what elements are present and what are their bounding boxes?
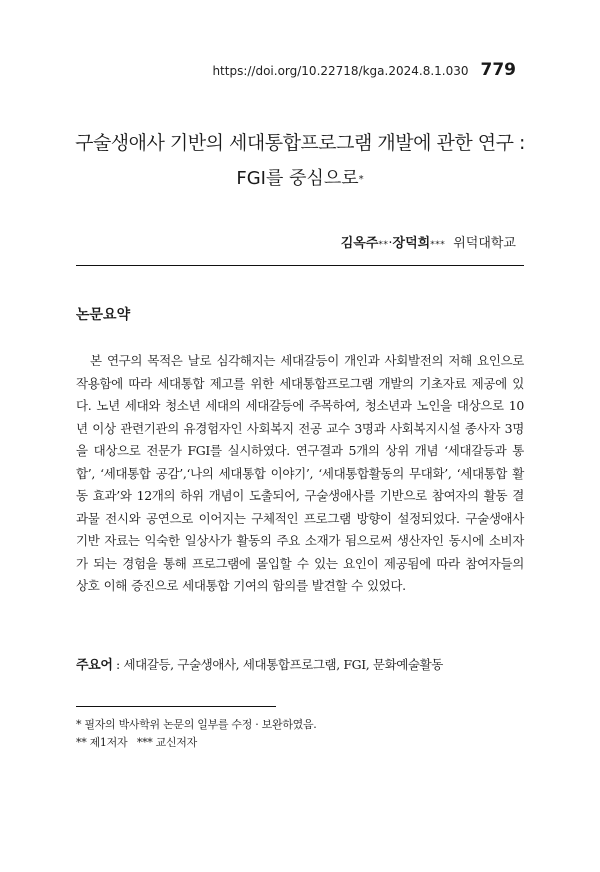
abstract-body: 본 연구의 목적은 날로 심각해지는 세대갈등이 개인과 사회발전의 저해 요인으로 작용함에 따라 세대통합 제고를 위한 세대통합프로그램 개발의 기초자료 제공에 있다. 노년 세대와 청소년 세대의 세대갈등에 주목하여, 청소년과 노인을 대상으로 10년 이상 관련기관의 유경험자인 사회복지 전공 교수 3명과 사회복지시설 종사자 3명을 대상으로 전문가 FGI를 실시하였다. 연구결과 5개의 상위 개념 ‘세대갈등과 통합’, ‘세대통합 공감’,‘나의 세대통합 이야기’, ‘세대통합활동의 무대화’, ‘세대통합 활동 효과’와 12개의 하위 개념이 도출되어, 구술생애사를 기반으로 참여자의 활동 결과물 전시와 공연으로 이어지는 구체적인 프로그램 방향이 설정되었다. 구술생애사 기반 자료는 익숙한 일상사가 활동의 주요 소재가 됨으로써 생산자인 동시에 소비자가 되는 경험을 통해 프로그램에 몰입할 수 있는 요인이 제공됨에 따라 참여자들의 상호 이해 증진으로 세대통합 기여의 함의를 발견할 수 있었다. xyxy=(76,353,524,593)
doi-link[interactable]: https://doi.org/10.22718/kga.2024.8.1.030 xyxy=(212,64,469,78)
title-footnote-mark: * xyxy=(358,174,364,185)
keywords-label: 주요어 xyxy=(76,658,113,673)
keywords-terms: 세대갈등, 구술생애사, 세대통합프로그램, FGI, 문화예술활동 xyxy=(123,657,443,672)
author-2: 장덕희 xyxy=(392,236,431,251)
header-divider xyxy=(76,265,524,266)
affiliation: 위덕대학교 xyxy=(453,236,516,251)
footnote-1: * 필자의 박사학위 논문의 일부를 수정 · 보완하였음. xyxy=(76,718,317,731)
title-main: 구술생애사 기반의 세대통합프로그램 개발에 관한 연구 : xyxy=(75,132,525,154)
author-line xyxy=(341,232,516,251)
abstract-heading: 논문요약 xyxy=(76,307,131,323)
footnotes xyxy=(76,716,516,752)
keywords-separator: : xyxy=(112,657,124,672)
page-header xyxy=(212,60,516,80)
paper-title xyxy=(60,130,540,195)
footnote-divider xyxy=(76,706,276,707)
keywords-line xyxy=(76,654,536,673)
footnote-2: ** 제1저자 *** 교신저자 xyxy=(76,736,197,749)
title-subtitle xyxy=(60,164,540,195)
author-1-mark: ** xyxy=(378,240,389,250)
author-separator: · xyxy=(388,236,393,251)
author-1: 김옥주 xyxy=(340,236,379,251)
page-number: 779 xyxy=(480,60,516,80)
subtitle-text: FGI를 중심으로 xyxy=(236,168,359,189)
author-2-mark: *** xyxy=(430,240,446,250)
